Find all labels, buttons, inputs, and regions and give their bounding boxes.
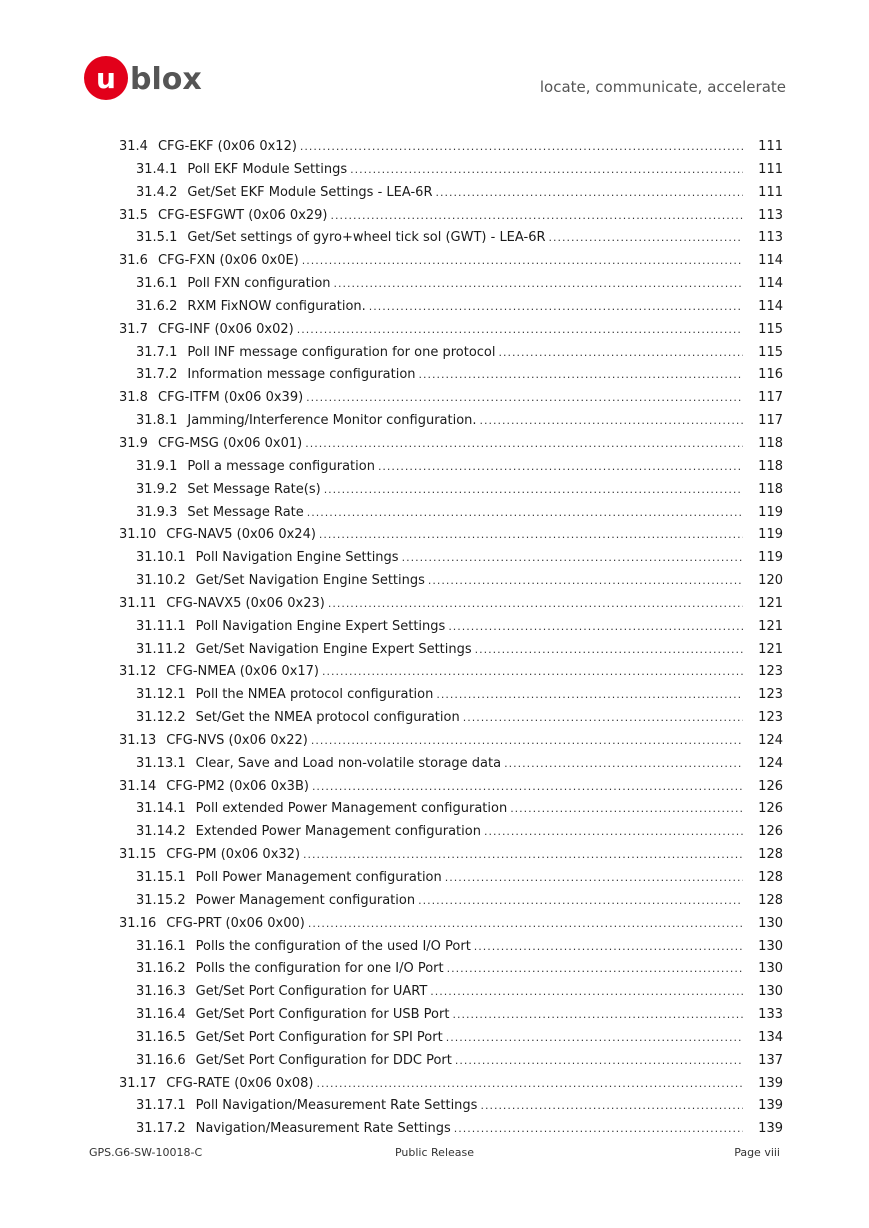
toc-entry-lead: [119, 730, 749, 753]
toc-entry-title[interactable]: Get/Set Port Configuration for UART: [195, 984, 428, 1000]
toc-entry-title[interactable]: CFG-EKF (0x06 0x12): [157, 139, 297, 154]
toc-entry[interactable]: [119, 342, 783, 365]
toc-entry-lead: [119, 136, 749, 159]
footer-page-label: Page viii: [734, 1146, 780, 1159]
toc-dot-leader: [324, 479, 743, 502]
toc-entry-page[interactable]: 121: [758, 641, 783, 657]
toc-entry[interactable]: [119, 661, 783, 684]
toc-dot-leader: [402, 547, 743, 570]
toc-dot-leader: [317, 1073, 743, 1096]
toc-entry-title[interactable]: Navigation/Measurement Rate Settings: [195, 1121, 451, 1137]
toc-entry-page[interactable]: 116: [758, 367, 783, 383]
toc-entry-page[interactable]: 130: [758, 961, 783, 977]
toc-dot-leader: [452, 1004, 743, 1027]
toc-entry[interactable]: [119, 593, 783, 616]
toc-entry-title[interactable]: Poll FXN configuration: [187, 276, 331, 292]
toc-dot-leader: [480, 1095, 743, 1118]
toc-entry[interactable]: [119, 707, 783, 730]
toc-entry-page[interactable]: 119: [758, 550, 783, 566]
toc-dot-leader: [334, 273, 743, 296]
toc-entry-lead: [136, 227, 749, 250]
toc-entry-number: 31.12: [119, 664, 157, 680]
toc-entry[interactable]: [119, 296, 783, 319]
toc-entry-title[interactable]: Information message configuration: [187, 367, 416, 383]
toc-dot-leader: [454, 1118, 743, 1141]
toc-entry-title[interactable]: Poll the NMEA protocol configuration: [195, 687, 434, 703]
toc-entry[interactable]: [119, 798, 783, 821]
toc-entry-title[interactable]: Polls the configuration for one I/O Port: [195, 961, 444, 977]
toc-entry[interactable]: [119, 1004, 783, 1027]
toc-entry-lead: [119, 776, 749, 799]
toc-entry[interactable]: [119, 410, 783, 433]
toc-dot-leader: [448, 616, 743, 639]
toc-entry-page[interactable]: 128: [758, 847, 783, 863]
toc-entry-number: 31.17.2: [136, 1121, 186, 1137]
toc-dot-leader: [445, 867, 743, 890]
toc-entry-number: 31.13: [119, 732, 157, 748]
toc-entry-page[interactable]: 123: [758, 664, 783, 680]
toc-entry-lead: [136, 867, 749, 890]
toc-dot-leader: [350, 159, 743, 182]
toc-entry[interactable]: [119, 136, 783, 159]
toc-dot-leader: [463, 707, 743, 730]
toc-entry[interactable]: [119, 502, 783, 525]
toc-entry-title[interactable]: Poll EKF Module Settings: [187, 161, 348, 177]
toc-entry-number: 31.12.2: [136, 710, 186, 726]
toc-entry-lead: [136, 570, 749, 593]
toc-entry-lead: [136, 981, 749, 1004]
toc-entry-title[interactable]: Clear, Save and Load non-volatile storage data: [195, 755, 502, 771]
toc-entry-page[interactable]: 115: [758, 321, 783, 337]
toc-entry-number: 31.16.2: [136, 961, 186, 977]
toc-entry-lead: [119, 205, 749, 228]
toc-dot-leader: [504, 753, 743, 776]
toc-entry-lead: [119, 844, 749, 867]
toc-dot-leader: [303, 844, 743, 867]
toc-entry-number: 31.14.1: [136, 801, 186, 817]
toc-dot-leader: [378, 456, 743, 479]
toc-dot-leader: [455, 1050, 743, 1073]
toc-entry[interactable]: [119, 182, 783, 205]
toc-entry-lead: [119, 593, 749, 616]
toc-entry[interactable]: [119, 456, 783, 479]
toc-entry-lead: [136, 547, 749, 570]
toc-entry-title[interactable]: Set/Get the NMEA protocol configuration: [195, 710, 460, 726]
toc-entry-number: 31.14: [119, 778, 157, 794]
toc-entry-page[interactable]: 114: [758, 298, 783, 314]
toc-entry-page[interactable]: 134: [758, 1029, 783, 1045]
toc-entry-lead: [136, 182, 749, 205]
toc-entry[interactable]: [119, 1027, 783, 1050]
toc-entry-title[interactable]: Get/Set Navigation Engine Expert Settings: [195, 641, 472, 657]
toc-entry-page[interactable]: 113: [758, 230, 783, 246]
toc-dot-leader: [297, 319, 743, 342]
toc-entry-lead: [136, 1118, 749, 1141]
toc-dot-leader: [312, 776, 743, 799]
toc-entry-number: 31.6: [119, 253, 148, 269]
toc-entry-lead: [136, 616, 749, 639]
svg-text:u: u: [96, 62, 116, 95]
toc-entry-number: 31.11: [119, 595, 157, 611]
toc-dot-leader: [474, 936, 743, 959]
toc-entry-title[interactable]: RXM FixNOW configuration.: [187, 298, 366, 314]
toc-entry-title[interactable]: CFG-FXN (0x06 0x0E): [157, 253, 299, 269]
toc-entry-page[interactable]: 118: [758, 458, 783, 474]
toc-entry-number: 31.9.2: [136, 481, 178, 497]
toc-entry-page[interactable]: 126: [758, 801, 783, 817]
toc-entry-number: 31.7.2: [136, 367, 178, 383]
toc-dot-leader: [475, 639, 743, 662]
toc-entry-page[interactable]: 124: [758, 755, 783, 771]
footer-doc-id: GPS.G6-SW-10018-C: [89, 1146, 203, 1159]
toc-entry-title[interactable]: Poll extended Power Management configuration: [195, 801, 508, 817]
toc-entry[interactable]: [119, 1073, 783, 1096]
toc-entry-page[interactable]: 139: [758, 1121, 783, 1137]
toc-entry-number: 31.15.2: [136, 892, 186, 908]
toc-entry-page[interactable]: 130: [758, 984, 783, 1000]
toc-entry[interactable]: [119, 479, 783, 502]
toc-entry-title[interactable]: CFG-INF (0x06 0x02): [157, 321, 294, 337]
toc-entry-page[interactable]: 133: [758, 1007, 783, 1023]
toc-entry[interactable]: [119, 364, 783, 387]
toc-entry-lead: [136, 273, 749, 296]
toc-entry-number: 31.10.1: [136, 550, 186, 566]
toc-entry[interactable]: [119, 730, 783, 753]
toc-entry-title[interactable]: CFG-NAVX5 (0x06 0x23): [166, 595, 325, 611]
toc-dot-leader: [430, 981, 743, 1004]
toc-entry-lead: [119, 913, 749, 936]
toc-entry-title[interactable]: CFG-ESFGWT (0x06 0x29): [157, 207, 328, 223]
toc-entry-page[interactable]: 114: [758, 276, 783, 292]
toc-entry-title[interactable]: Poll Navigation Engine Settings: [195, 550, 399, 566]
toc-dot-leader: [369, 296, 743, 319]
toc-dot-leader: [549, 227, 743, 250]
toc-entry[interactable]: [119, 639, 783, 662]
toc-entry[interactable]: [119, 205, 783, 228]
toc-entry-title[interactable]: Get/Set Navigation Engine Settings: [195, 573, 425, 589]
toc-entry-page[interactable]: 111: [758, 161, 783, 177]
toc-entry-page[interactable]: 121: [758, 595, 783, 611]
toc-dot-leader: [308, 913, 743, 936]
table-of-contents: [119, 136, 783, 1141]
toc-dot-leader: [311, 730, 743, 753]
toc-entry-lead: [136, 342, 749, 365]
toc-entry-lead: [136, 798, 749, 821]
toc-entry[interactable]: [119, 273, 783, 296]
toc-entry-page[interactable]: 139: [758, 1098, 783, 1114]
toc-dot-leader: [436, 684, 743, 707]
toc-entry-page[interactable]: 124: [758, 732, 783, 748]
toc-entry-page[interactable]: 128: [758, 870, 783, 885]
toc-entry-page[interactable]: 126: [758, 824, 783, 840]
toc-entry-number: 31.16.6: [136, 1052, 186, 1068]
toc-entry-number: 31.9.3: [136, 504, 178, 520]
toc-entry-lead: [136, 502, 749, 525]
toc-entry-lead: [136, 410, 749, 433]
toc-entry-title[interactable]: Poll Power Management configuration: [195, 870, 442, 885]
toc-entry-number: 31.9: [119, 435, 148, 451]
toc-entry-page[interactable]: 137: [758, 1052, 783, 1068]
toc-entry-title[interactable]: Extended Power Management configuration: [195, 824, 481, 840]
toc-entry-number: 31.16: [119, 915, 157, 931]
toc-entry-page[interactable]: 114: [758, 253, 783, 269]
toc-entry-number: 31.6.2: [136, 298, 178, 314]
toc-entry-title[interactable]: Get/Set Port Configuration for DDC Port: [195, 1052, 452, 1068]
toc-entry-title[interactable]: Jamming/Interference Monitor configuration.: [187, 413, 477, 429]
toc-dot-leader: [499, 342, 744, 365]
toc-entry-number: 31.7.1: [136, 344, 178, 360]
toc-entry-number: 31.10: [119, 527, 157, 543]
toc-dot-leader: [510, 798, 743, 821]
toc-entry-number: 31.13.1: [136, 755, 186, 771]
toc-entry[interactable]: [119, 958, 783, 981]
footer-classification: Public Release: [394, 1146, 475, 1159]
toc-dot-leader: [446, 1027, 743, 1050]
toc-entry-lead: [136, 753, 749, 776]
toc-entry-lead: [136, 821, 749, 844]
toc-entry-number: 31.16.4: [136, 1007, 186, 1023]
toc-dot-leader: [419, 364, 743, 387]
toc-entry-lead: [136, 479, 749, 502]
toc-entry-title[interactable]: Poll INF message configuration for one protocol: [187, 344, 496, 360]
toc-entry[interactable]: [119, 913, 783, 936]
toc-entry-title[interactable]: Poll Navigation/Measurement Rate Settings: [195, 1098, 478, 1114]
toc-dot-leader: [322, 661, 743, 684]
toc-entry-lead: [119, 661, 749, 684]
toc-entry-lead: [136, 456, 749, 479]
toc-entry[interactable]: [119, 524, 783, 547]
toc-entry-page[interactable]: 130: [758, 938, 783, 954]
toc-entry[interactable]: [119, 319, 783, 342]
toc-entry[interactable]: [119, 844, 783, 867]
toc-entry-number: 31.4: [119, 139, 148, 154]
toc-entry[interactable]: [119, 867, 783, 890]
toc-entry[interactable]: [119, 890, 783, 913]
toc-entry-title[interactable]: CFG-PRT (0x06 0x00): [166, 915, 305, 931]
toc-entry-title[interactable]: CFG-PM (0x06 0x32): [166, 847, 301, 863]
toc-entry-number: 31.17: [119, 1075, 157, 1091]
toc-entry-number: 31.16.1: [136, 938, 186, 954]
toc-entry[interactable]: [119, 250, 783, 273]
tagline: locate, communicate, accelerate: [539, 78, 786, 96]
toc-entry-page[interactable]: 111: [758, 184, 783, 200]
toc-entry-lead: [136, 707, 749, 730]
ublox-logo: [82, 54, 212, 104]
toc-entry[interactable]: [119, 1118, 783, 1141]
toc-entry-page[interactable]: 130: [758, 915, 783, 931]
toc-entry[interactable]: [119, 547, 783, 570]
toc-entry-lead: [136, 958, 749, 981]
toc-entry-page[interactable]: 117: [758, 413, 783, 429]
toc-dot-leader: [484, 821, 743, 844]
toc-entry-page[interactable]: 113: [758, 207, 783, 223]
toc-entry-title[interactable]: Poll a message configuration: [187, 458, 375, 474]
toc-dot-leader: [480, 410, 743, 433]
toc-entry-number: 31.5: [119, 207, 148, 223]
toc-entry[interactable]: [119, 616, 783, 639]
toc-entry-number: 31.15: [119, 847, 157, 863]
toc-entry-title[interactable]: Get/Set Port Configuration for USB Port: [195, 1007, 450, 1023]
toc-dot-leader: [447, 958, 743, 981]
toc-dot-leader: [307, 502, 743, 525]
toc-dot-leader: [428, 570, 743, 593]
toc-entry-page[interactable]: 126: [758, 778, 783, 794]
toc-entry[interactable]: [119, 387, 783, 410]
toc-entry[interactable]: [119, 821, 783, 844]
toc-dot-leader: [418, 890, 743, 913]
toc-entry-number: 31.6.1: [136, 276, 178, 292]
toc-entry-lead: [119, 387, 749, 410]
toc-entry[interactable]: [119, 433, 783, 456]
toc-entry[interactable]: [119, 1095, 783, 1118]
toc-entry-number: 31.7: [119, 321, 148, 337]
toc-entry-page[interactable]: 123: [758, 710, 783, 726]
toc-entry-title[interactable]: Set Message Rate: [187, 504, 304, 520]
toc-entry-lead: [136, 936, 749, 959]
toc-entry[interactable]: [119, 776, 783, 799]
svg-text:blox: blox: [130, 62, 202, 97]
toc-entry-lead: [136, 159, 749, 182]
toc-entry[interactable]: [119, 684, 783, 707]
toc-entry-number: 31.8.1: [136, 413, 178, 429]
toc-entry[interactable]: [119, 227, 783, 250]
toc-entry-title[interactable]: CFG-RATE (0x06 0x08): [166, 1075, 314, 1091]
toc-entry-number: 31.11.2: [136, 641, 186, 657]
toc-entry-number: 31.15.1: [136, 870, 186, 885]
toc-entry-title[interactable]: CFG-NMEA (0x06 0x17): [166, 664, 320, 680]
toc-entry-page[interactable]: 115: [758, 344, 783, 360]
toc-dot-leader: [328, 593, 743, 616]
toc-entry-lead: [136, 684, 749, 707]
toc-dot-leader: [435, 182, 743, 205]
toc-entry[interactable]: [119, 159, 783, 182]
toc-entry-number: 31.8: [119, 390, 148, 406]
toc-entry[interactable]: [119, 1050, 783, 1073]
toc-entry-page[interactable]: 120: [758, 573, 783, 589]
toc-entry[interactable]: [119, 753, 783, 776]
toc-entry-lead: [119, 433, 749, 456]
toc-entry-title[interactable]: CFG-NAV5 (0x06 0x24): [166, 527, 316, 543]
toc-entry-page[interactable]: 139: [758, 1075, 783, 1091]
toc-entry-number: 31.12.1: [136, 687, 186, 703]
toc-entry-title[interactable]: Power Management configuration: [195, 892, 416, 908]
toc-entry-page[interactable]: 111: [758, 139, 783, 154]
toc-dot-leader: [302, 250, 743, 273]
toc-entry-lead: [136, 1027, 749, 1050]
toc-entry-lead: [136, 639, 749, 662]
toc-dot-leader: [306, 387, 743, 410]
toc-entry-title[interactable]: CFG-ITFM (0x06 0x39): [157, 390, 304, 406]
toc-entry-lead: [136, 1050, 749, 1073]
ublox-logo-mark: [82, 54, 212, 104]
toc-entry[interactable]: [119, 570, 783, 593]
toc-entry-page[interactable]: 128: [758, 892, 783, 908]
toc-entry-page[interactable]: 119: [758, 504, 783, 520]
toc-entry[interactable]: [119, 981, 783, 1004]
toc-entry-number: 31.11.1: [136, 618, 186, 634]
toc-entry-page[interactable]: 118: [758, 435, 783, 451]
toc-entry-title[interactable]: Get/Set settings of gyro+wheel tick sol (GWT) - LEA-6R: [187, 230, 546, 246]
toc-entry-lead: [136, 296, 749, 319]
toc-entry-number: 31.17.1: [136, 1098, 186, 1114]
toc-entry-lead: [119, 250, 749, 273]
toc-dot-leader: [300, 136, 743, 159]
toc-dot-leader: [319, 524, 743, 547]
toc-entry-number: 31.14.2: [136, 824, 186, 840]
toc-entry-title[interactable]: Get/Set Port Configuration for SPI Port: [195, 1029, 443, 1045]
toc-entry-page[interactable]: 119: [758, 527, 783, 543]
toc-entry-number: 31.16.3: [136, 984, 186, 1000]
toc-entry-title[interactable]: CFG-NVS (0x06 0x22): [166, 732, 308, 748]
toc-entry-number: 31.16.5: [136, 1029, 186, 1045]
toc-entry-page[interactable]: 123: [758, 687, 783, 703]
toc-entry-number: 31.4.2: [136, 184, 178, 200]
toc-entry-lead: [136, 364, 749, 387]
toc-entry-lead: [119, 319, 749, 342]
toc-entry-lead: [136, 890, 749, 913]
toc-entry[interactable]: [119, 936, 783, 959]
toc-entry-number: 31.10.2: [136, 573, 186, 589]
toc-entry-number: 31.4.1: [136, 161, 178, 177]
toc-entry-title[interactable]: CFG-MSG (0x06 0x01): [157, 435, 303, 451]
toc-entry-page[interactable]: 118: [758, 481, 783, 497]
toc-entry-title[interactable]: CFG-PM2 (0x06 0x3B): [166, 778, 309, 794]
toc-entry-lead: [119, 524, 749, 547]
toc-dot-leader: [305, 433, 743, 456]
toc-entry-title[interactable]: Poll Navigation Engine Expert Settings: [195, 618, 446, 634]
toc-entry-lead: [119, 1073, 749, 1096]
toc-entry-lead: [136, 1095, 749, 1118]
toc-dot-leader: [331, 205, 743, 228]
toc-entry-number: 31.9.1: [136, 458, 178, 474]
toc-entry-page[interactable]: 121: [758, 618, 783, 634]
toc-entry-title[interactable]: Get/Set EKF Module Settings - LEA-6R: [187, 184, 433, 200]
toc-entry-title[interactable]: Polls the configuration of the used I/O Port: [195, 938, 471, 954]
toc-entry-lead: [136, 1004, 749, 1027]
toc-entry-title[interactable]: Set Message Rate(s): [187, 481, 321, 497]
toc-entry-page[interactable]: 117: [758, 390, 783, 406]
toc-entry-number: 31.5.1: [136, 230, 178, 246]
